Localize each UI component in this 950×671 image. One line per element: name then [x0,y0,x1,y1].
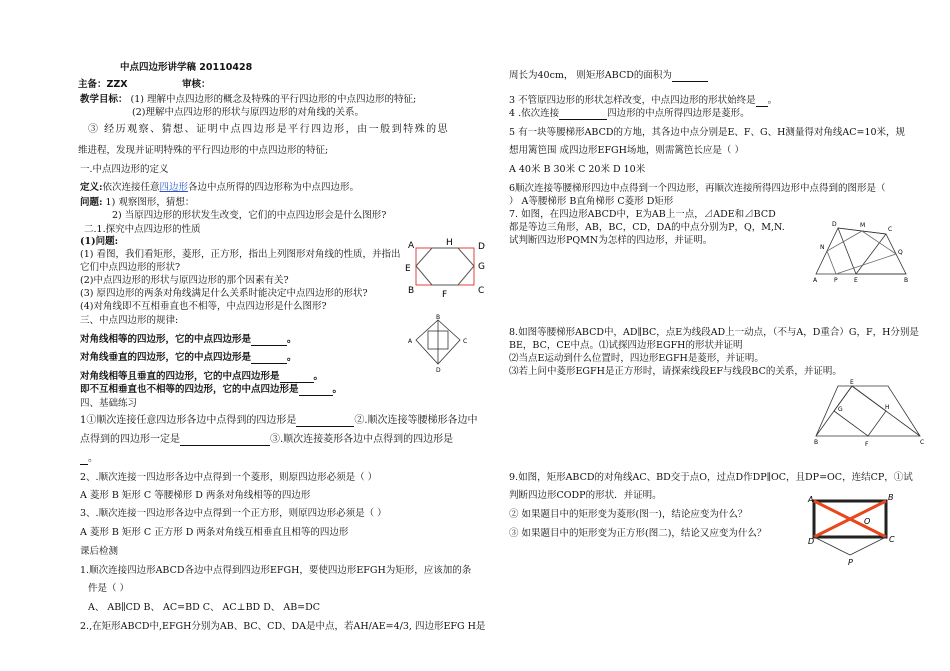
section-heading-1: 一.中点四边形的定义 [80,164,169,175]
figure-midpoint-quadrilateral [402,238,492,298]
exercise-1a: 1①顺次连接任意四边形各边中点得到的四边形是 ②.顺次连接等腰梯形各边中 [80,415,478,426]
page-title: 中点四边形讲学稿 20110428 [120,62,253,73]
right-q4: 4 .依次连接 四边形的中点所得四边形是菱形。 [509,108,750,119]
right-q8b: BE，BC，CE中点。⑴试探四边形EGFH的形状并证明 [509,340,743,351]
fig2-label-b: B [436,314,441,321]
fig8-label-e: E [850,379,854,386]
fig7-label-n: N [820,244,825,251]
fig7-label-e: E [854,277,858,284]
definition: 定义:依次连接任意四边形各边中点所得的四边形称为中点四边形。 [80,182,360,193]
figure-q7-quadrilateral [812,218,912,288]
check-1a: 1.顺次连接四边形ABCD各边中点得到四边形EFGH，要使四边形EFGH为矩形，应该加的条 [80,565,472,576]
fig9-label-a: A [808,495,814,504]
check-2: 2.,在矩形ABCD中,EFGH分别为AB、BC、CD、DA是中点，若AH/AE=4/3, 四边形EFG H是 [80,621,486,632]
fig8-label-b: B [814,439,819,446]
goals-line-1: 教学目标： (1) 理解中点四边形的概念及特殊的平行四边形的中点四边形的特征; [80,94,417,105]
fig2-label-a: A [408,338,413,345]
right-q5b: 想用篱笆围 成四边形EFGH场地，则需篱笆长应是（ ） [509,145,744,156]
rule-2: 对角线垂直的四边形，它的中点四边形是 。 [80,352,297,363]
author-label: 主备：ZZX [78,79,128,90]
exercise-3-options: A 菱形 B 矩形 C 正方形 D 两条对角线互相垂直且相等的四边形 [80,527,349,538]
right-q5a: 5 有一块等腰梯形ABCD的方地，其各边中点分别是E、F、G、H测量得对角线AC=10米，规 [509,127,906,138]
fig7-label-d: D [832,221,837,228]
problem-heading: (1)问题: [80,236,119,247]
right-q5-options: A 40米 B 30米 C 20米 D 10米 [509,164,646,175]
question-2: 2) 当原四边形的形状发生改变，它们的中点四边形会是什么图形? [112,210,387,221]
quadrilateral-link[interactable]: 四边形 [159,182,189,193]
exercise-1c: 。 [80,453,98,465]
figure-square-rhombus [408,316,468,376]
question-1: 问题: 1) 观察图形，猜想： [80,197,195,208]
right-q6-options: ） A等腰梯形 B直角梯形 C菱形 D矩形 [509,196,674,207]
fig9-label-d: D [808,537,815,546]
goals-line-4: 维进程，发现并证明特殊的平行四边形的中点四边形的特征; [78,145,329,156]
figure-q8-trapezoid [812,380,927,450]
right-q8a: 8.如图等腰梯形ABCD中，AD∥BC，点E为线段AD上一动点，（不与A，D重合）G，F，H分别是 [509,327,919,338]
problem-4: (4)对角线即不互相垂直也不相等，中点四边形是什么图形? [80,301,327,312]
problem-1a: (1) 看图，我们看矩形，菱形，正方形，指出上列图形对角线的性质，并指出 [80,249,401,260]
fig7-label-a: A [813,277,818,284]
right-q7b: 都是等边三角形，AB，BC，CD，DA的中点分别为P，Q，M,N. [509,222,785,233]
fig2-label-c: C [463,338,468,345]
fig9-label-o: O [864,517,871,526]
check-1b: 件是（ ） [88,583,130,594]
fig7-label-m: M [860,222,866,229]
right-q9c: ② 如果题目中的矩形变为菱形(图一)，结论应变为什么？ [509,509,748,520]
fig8-label-h: H [885,404,890,411]
fig8-label-f: F [865,441,869,448]
after-class-heading: 课后检测 [80,546,119,557]
fig8-label-g: G [838,406,843,413]
right-q3: 3 不管原四边形的形状怎样改变，中点四边形的形状始终是 。 [509,95,778,106]
fig1-label-a: A [408,241,415,251]
fig8-label-c: C [920,439,925,446]
exercise-1b: 点得到的四边形一定是 ③.顺次连接菱形各边中点得到的四边形是 [80,434,454,445]
fig1-label-d: D [478,242,485,252]
section-heading-3: 三、中点四边形的规律: [80,315,179,326]
right-q9d: ③ 如果题目中的矩形变为正方形(图二)，结论又应变为什么？ [509,528,767,539]
exercise-2-options: A 菱形 B 矩形 C 等腰梯形 D 两条对角线相等的四边形 [80,490,311,501]
right-q9b: 判断四边形CODP的形状．并证明。 [509,490,662,501]
fig7-label-p: P [834,277,838,284]
exercise-2: 2、.顺次连接一四边形各边中点得到一个菱形，则原四边形必须是（ ） [80,472,378,483]
section-heading-2: 二.1.探究中点四边形的性质 [84,224,201,235]
fig7-label-b: B [904,277,909,284]
right-q7a: 7. 如图，在四边形ABCD中，E为AB上一点，⊿ADE和⊿BCD [509,209,776,220]
goals-line-3: ③ 经历观察、猜想、证明中点四边形是平行四边形，由一般到特殊的思 [88,124,450,135]
fig2-label-d: D [436,367,441,374]
fig1-label-b: B [408,286,415,296]
figure-q9-rectangle [808,493,898,568]
goals-line-2: (2)理解中点四边形的形状与原四边形的对角线的关系。 [132,107,364,118]
right-q8d: ⑶若上问中菱形EGFH是正方形时，请探索线段EF与线段BC的关系，并证明。 [509,366,842,377]
fig9-label-p: P [848,558,853,567]
fig1-label-c: C [478,286,485,296]
rule-3: 对角线相等且垂直的四边形，它的中点四边形是 。 [80,371,324,382]
problem-2: (2)中点四边形的形状与原四边形的那个因素有关? [80,275,289,286]
fig7-label-q: Q [898,249,903,256]
fig9-label-b: B [888,493,894,502]
check-1-options: A、 AB∥CD B、 AC=BD C、 AC⊥BD D、 AB=DC [88,602,321,613]
section-heading-4: 四、基础练习 [80,398,138,409]
fig1-label-h: H [446,238,453,248]
rule-4: 即不互相垂直也不相等的四边形，它的中点四边形是 。 [80,384,343,395]
right-q6a: 6顺次连接等腰梯形四边中点得到一个四边形，再顺次连接所得四边形中点得到的图形是（ [509,183,886,194]
right-q8c: ⑵当点E运动到什么位置时，四边形EGFH是菱形，并证明。 [509,353,764,364]
fig1-label-e: E [405,264,411,274]
fig1-label-f: F [442,290,448,300]
right-q7c: 试判断四边形PQMN为怎样的四边形，并证明。 [509,235,713,246]
reviewer-label: 审核： [182,79,211,90]
fig9-label-c: C [889,535,895,544]
problem-3: (3) 原四边形的两条对角线满足什么关系时能决定中点四边形的形状? [80,288,368,299]
exercise-3: 3、.顺次连接一四边形各边中点得到一个正方形，则原四边形必须是（ ） [80,508,387,519]
fig7-label-c: C [888,226,893,233]
fig1-label-g: G [478,262,485,272]
problem-1b: 它们中点四边形的形状? [80,262,181,273]
rule-1: 对角线相等的四边形，它的中点四边形是 。 [80,334,297,345]
right-q9a: 9.如图，矩形ABCD的对角线AC、BD交于点O，过点D作DP∥OC，且DP=OC，连结CP，①试 [509,472,913,483]
right-q2-cont: 周长为40cm， 则矩形ABCD的面积为 [509,70,708,82]
